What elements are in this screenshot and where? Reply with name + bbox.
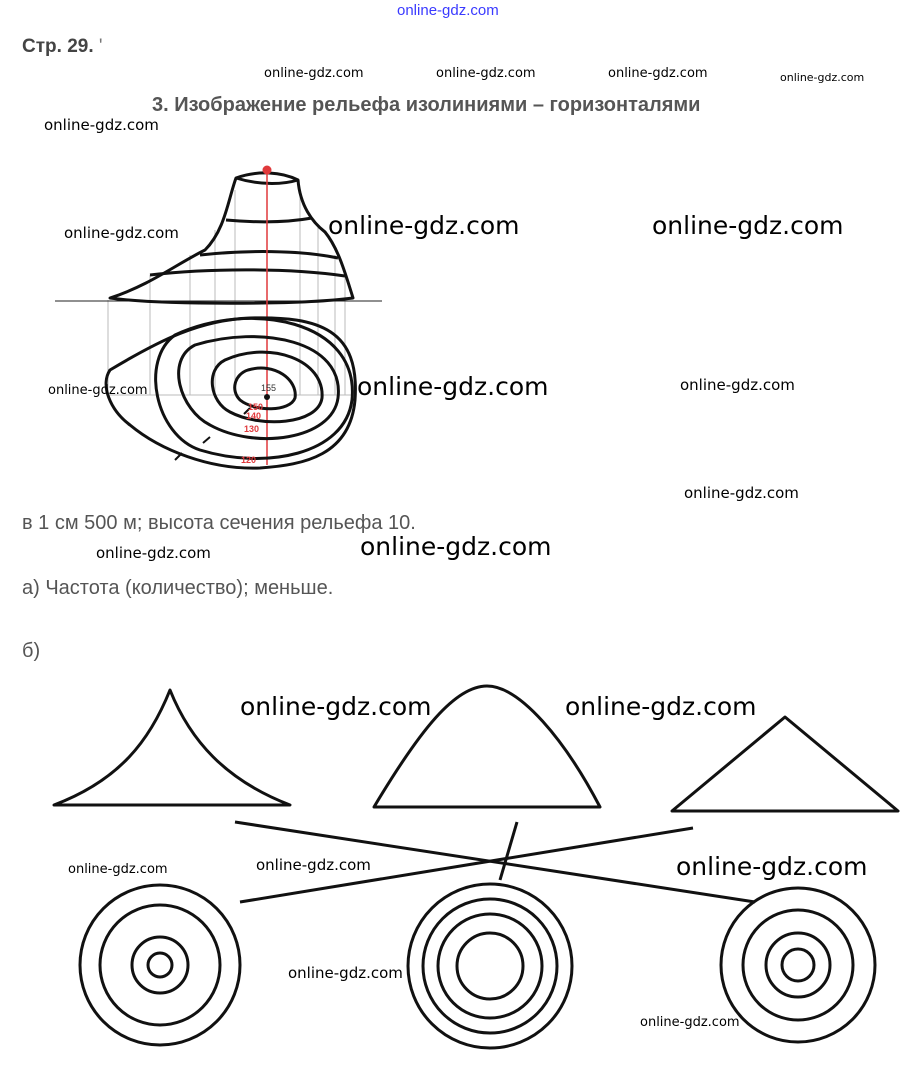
watermark: online-gdz.com bbox=[652, 211, 844, 240]
summit-label: 155 bbox=[261, 383, 277, 393]
answer-part-a: а) Частота (количество); меньше. bbox=[22, 577, 334, 599]
section-title: 3. Изображение рельефа изолиниями – горизонталями bbox=[152, 94, 701, 116]
watermark: online-gdz.com bbox=[328, 211, 520, 240]
watermark: online-gdz.com bbox=[676, 852, 868, 881]
watermark: online-gdz.com bbox=[565, 692, 757, 721]
straight-profile bbox=[672, 717, 898, 811]
watermark: online-gdz.com bbox=[256, 856, 371, 874]
watermark: online-gdz.com bbox=[96, 544, 211, 562]
page-tick: ' bbox=[98, 36, 103, 57]
watermark: online-gdz.com bbox=[436, 66, 536, 81]
watermark: online-gdz.com bbox=[68, 862, 168, 877]
contour-set-center bbox=[408, 884, 572, 1048]
contour-label-150: 150 bbox=[248, 402, 264, 412]
watermark: online-gdz.com bbox=[357, 372, 549, 401]
contour-set-left bbox=[80, 885, 240, 1045]
watermark: online-gdz.com bbox=[684, 484, 799, 502]
answer-scale-line: в 1 см 500 м; высота сечения рельефа 10. bbox=[22, 512, 416, 534]
watermark: online-gdz.com bbox=[640, 1015, 740, 1030]
watermark: online-gdz.com bbox=[780, 71, 865, 84]
top-watermark: online-gdz.com bbox=[397, 2, 499, 19]
page-label: Стр. 29. ' bbox=[22, 36, 103, 57]
contour-label-140: 140 bbox=[246, 411, 262, 421]
answer-part-b: б) bbox=[22, 640, 41, 662]
watermark: online-gdz.com bbox=[48, 383, 148, 398]
contour-label-130: 130 bbox=[244, 424, 260, 434]
contour-label-120: 120 bbox=[241, 455, 257, 465]
watermark: online-gdz.com bbox=[360, 532, 552, 561]
watermark: online-gdz.com bbox=[44, 116, 159, 134]
watermark: online-gdz.com bbox=[64, 224, 179, 242]
contour-set-right bbox=[721, 888, 875, 1042]
watermark: online-gdz.com bbox=[680, 376, 795, 394]
watermark: online-gdz.com bbox=[288, 964, 403, 982]
watermark: online-gdz.com bbox=[240, 692, 432, 721]
watermark: online-gdz.com bbox=[264, 66, 364, 81]
watermark: online-gdz.com bbox=[608, 66, 708, 81]
